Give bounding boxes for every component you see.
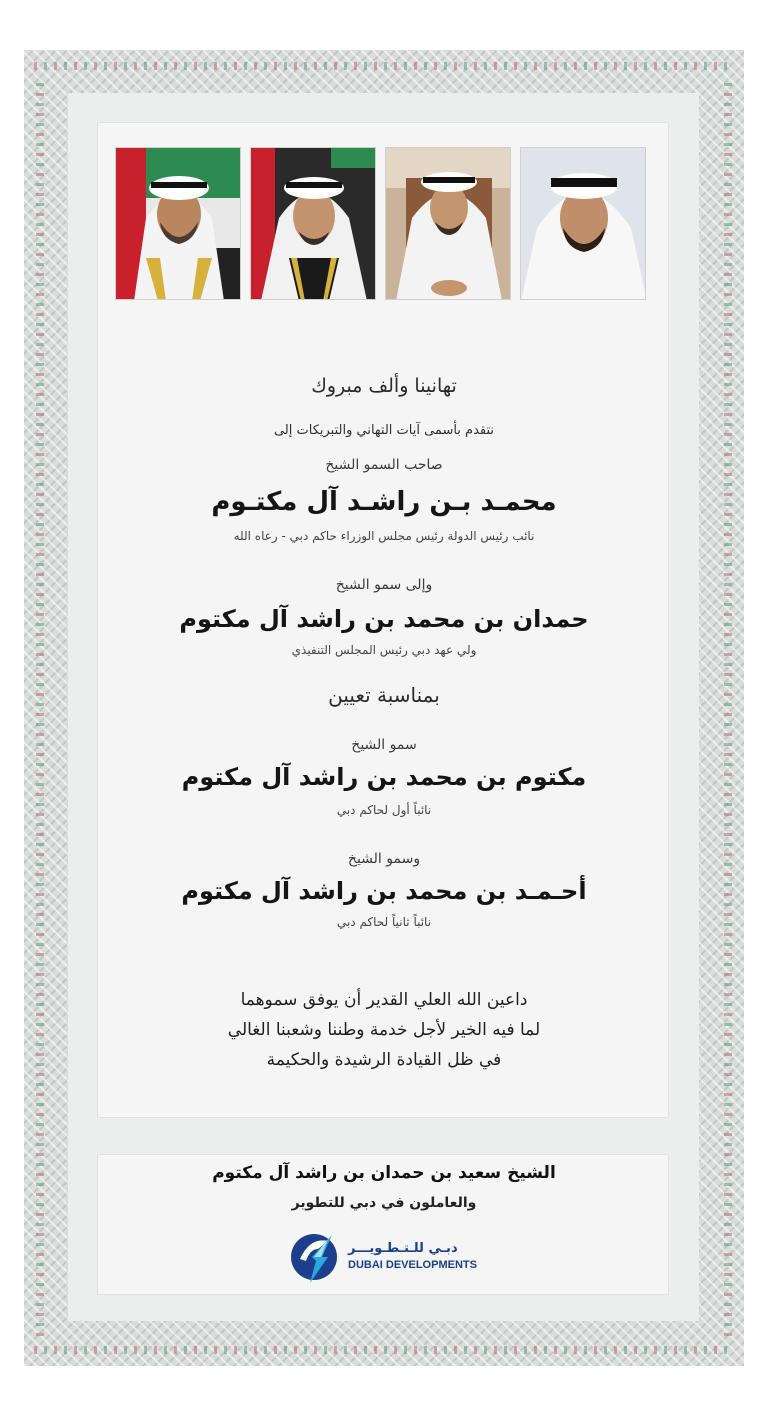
portrait-row xyxy=(115,147,649,300)
portrait-4 xyxy=(520,147,646,300)
right-pattern-band xyxy=(724,80,732,1336)
honoree-name: حمدان بن محمد بن راشد آل مكتوم xyxy=(179,605,589,633)
prayer-line: في ظل القيادة الرشيدة والحكيمة xyxy=(266,1050,502,1070)
appointee-role: نائباً ثانياً لحاكم دبي xyxy=(336,915,432,929)
appointee-role: نائباً أول لحاكم دبي xyxy=(336,803,432,817)
prayer-line: داعين الله العلي القدير أن يوفق سموهما xyxy=(240,990,528,1010)
honoree-name: محمـد بـن راشـد آل مكتـوم xyxy=(211,487,557,517)
congratulations-panel xyxy=(97,122,669,1118)
portrait-1 xyxy=(115,147,241,300)
sender-name: الشيخ سعيد بن حمدان بن راشد آل مكتوم xyxy=(212,1163,556,1183)
appointee-name: مكتوم بن محمد بن راشد آل مكتوم xyxy=(181,763,587,791)
honoree-title: وإلى سمو الشيخ xyxy=(335,577,433,593)
bottom-pattern-band xyxy=(34,1346,734,1354)
honoree-role: ولي عهد دبي رئيس المجلس التنفيذي xyxy=(291,643,477,657)
dubai-developments-logo-icon xyxy=(288,1227,340,1287)
company-logo xyxy=(288,1227,488,1287)
intro-text: نتقدم بأسمى آيات التهاني والتبريكات إلى xyxy=(273,423,495,438)
portrait-2 xyxy=(250,147,376,300)
left-pattern-band xyxy=(36,80,44,1336)
sender-panel xyxy=(97,1154,669,1295)
appointee-title: سمو الشيخ xyxy=(351,737,417,753)
occasion-heading: بمناسبة تعيين xyxy=(328,683,440,707)
appointee-title: وسمو الشيخ xyxy=(347,851,421,867)
prayer-line: لما فيه الخير لأجل خدمة وطننا وشعبنا الغالي xyxy=(227,1020,541,1040)
honoree-role: نائب رئيس الدولة رئيس مجلس الوزراء حاكم دبي - رعاه الله xyxy=(233,529,535,543)
greeting-heading: تهانينا وألف مبروك xyxy=(311,375,457,397)
top-pattern-band xyxy=(34,62,734,70)
sender-team: والعاملون في دبي للتطوير xyxy=(291,1195,477,1211)
logo-english-text: DUBAI DEVELOPMENTS xyxy=(348,1259,477,1271)
portrait-3 xyxy=(385,147,511,300)
appointee-name: أحـمـد بن محمد بن راشد آل مكتوم xyxy=(181,877,587,905)
honoree-title: صاحب السمو الشيخ xyxy=(325,457,443,473)
logo-arabic-text: دبـي للـتـطـويـــر xyxy=(348,1241,458,1256)
